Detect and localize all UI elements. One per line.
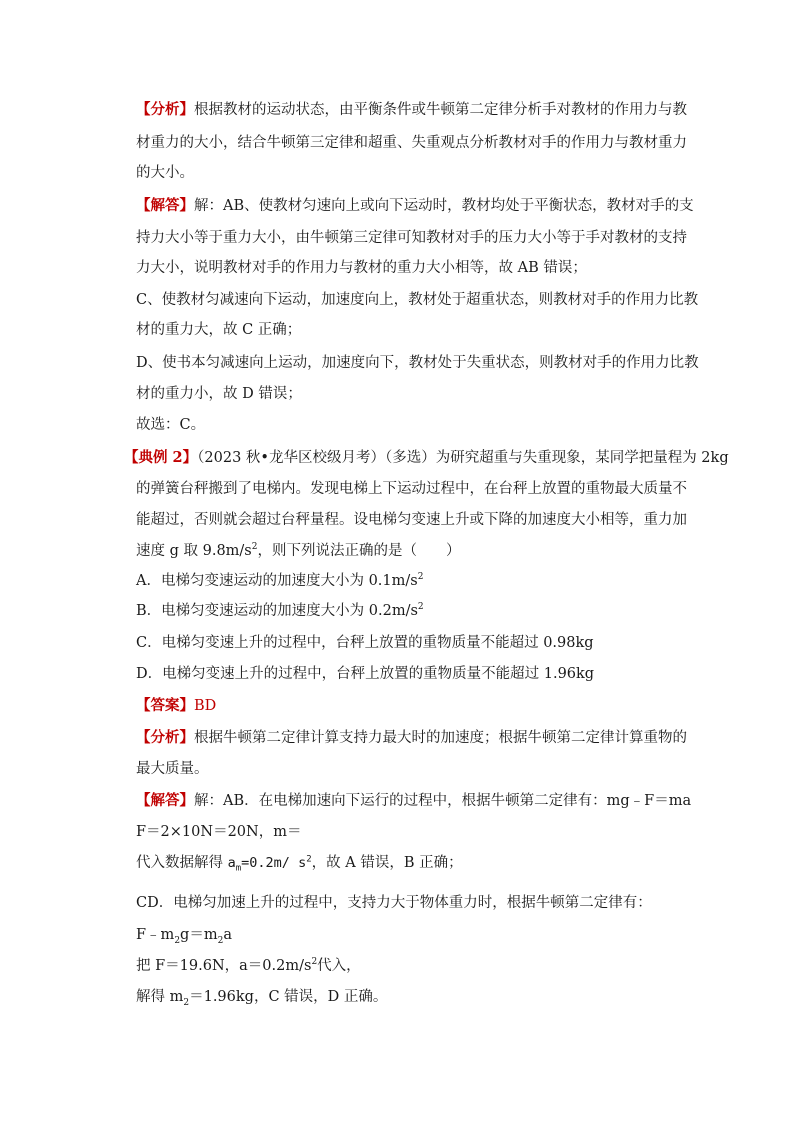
answer-tag: 【解答】 xyxy=(136,197,194,214)
example2-line2: 的弹簧台秤搬到了电梯内。发现电梯上下运动过程中，在台秤上放置的重物最大质量不 xyxy=(136,481,687,497)
answer2-line3: 代入数据解得 $a_m=0.2m/$ $s^2$，故 A 错误，B 正确； xyxy=(136,854,463,874)
analysis2-line2: 最大质量。 xyxy=(136,761,209,777)
answer1-line8: 故选：C。 xyxy=(136,417,206,433)
answer1-line2: 持力大小等于重力大小，由牛顿第三定律可知教材对手的压力大小等于手对教材的支持 xyxy=(136,230,687,246)
option-b: B．电梯匀变速运动的加速度大小为 $0.2m/s^2$ xyxy=(136,602,424,619)
answer-tag: 【解答】 xyxy=(136,792,194,809)
answer1-line7: 材的重力小，故 D 错误； xyxy=(136,386,302,402)
answer1-line4: C、使教材匀减速向下运动，加速度向上，教材处于超重状态，则教材对手的作用力比教 xyxy=(136,292,699,308)
analysis1-line1: 【分析】根据教材的运动状态，由平衡条件或牛顿第二定律分析手对教材的作用力与教 xyxy=(136,101,687,118)
answer2-line5: $F﹣m_2g=m_2a$ xyxy=(136,927,232,946)
answer2-line4: CD．电梯匀加速上升的过程中，支持力大于物体重力时，根据牛顿第二定律有： xyxy=(136,895,652,911)
option-d: D．电梯匀变速上升的过程中，台秤上放置的重物质量不能超过 1.96kg xyxy=(136,666,595,682)
answer2-line2: F＝2×10N＝20N，m＝ xyxy=(136,824,302,840)
analysis1-line3: 的大小。 xyxy=(136,165,194,181)
analysis1-line2: 材重力的大小，结合牛顿第三定律和超重、失重观点分析教材对手的作用力与教材重力 xyxy=(136,135,687,151)
option-c: C．电梯匀变速上升的过程中，台秤上放置的重物质量不能超过 0.98kg xyxy=(136,635,594,651)
answer1-line3: 力大小，说明教材对手的作用力与教材的重力大小相等，故 AB 错误； xyxy=(136,260,587,276)
answer-key-line xyxy=(136,696,216,716)
analysis2-line1: 【分析】根据牛顿第二定律计算支持力最大时的加速度；根据牛顿第二定律计算重物的 xyxy=(136,729,687,746)
option-a: A．电梯匀变速运动的加速度大小为 $0.1m/s^2$ xyxy=(136,572,424,589)
answer-key-value: BD xyxy=(194,698,217,714)
answer2-line1: 【解答】解：AB．在电梯加速向下运行的过程中，根据牛顿第二定律有：mg﹣F＝ma xyxy=(136,792,692,809)
example2-line1: 【典例 2】（2023 秋•龙华区校级月考）（多选）为研究超重与失重现象，某同学把量程为 2kg xyxy=(124,449,729,466)
analysis-tag: 【分析】 xyxy=(136,101,194,118)
answer1-line5: 材的重力大，故 C 正确； xyxy=(136,322,302,338)
answer-key-tag: 【答案】 xyxy=(136,697,194,714)
example2-line3: 能超过，否则就会超过台秤量程。设电梯匀变速上升或下降的加速度大小相等，重力加 xyxy=(136,512,687,528)
example2-line4: 速度 g 取 $9.8m/s^2$，则下列说法正确的是（ ） xyxy=(136,542,461,559)
example-tag: 【典例 2】 xyxy=(124,449,198,466)
answer2-line6: 把 F＝19.6N，$a=0.2m/s^2$代入， xyxy=(136,957,361,974)
analysis-tag: 【分析】 xyxy=(136,729,194,746)
answer2-line7: 解得 $m_2=1.96kg$，C 错误，D 正确。 xyxy=(136,989,388,1008)
answer1-line1: 【解答】解：AB、使教材匀速向上或向下运动时，教材均处于平衡状态，教材对手的支 xyxy=(136,197,694,214)
answer1-line6: D、使书本匀减速向上运动，加速度向下，教材处于失重状态，则教材对手的作用力比教 xyxy=(136,355,699,371)
